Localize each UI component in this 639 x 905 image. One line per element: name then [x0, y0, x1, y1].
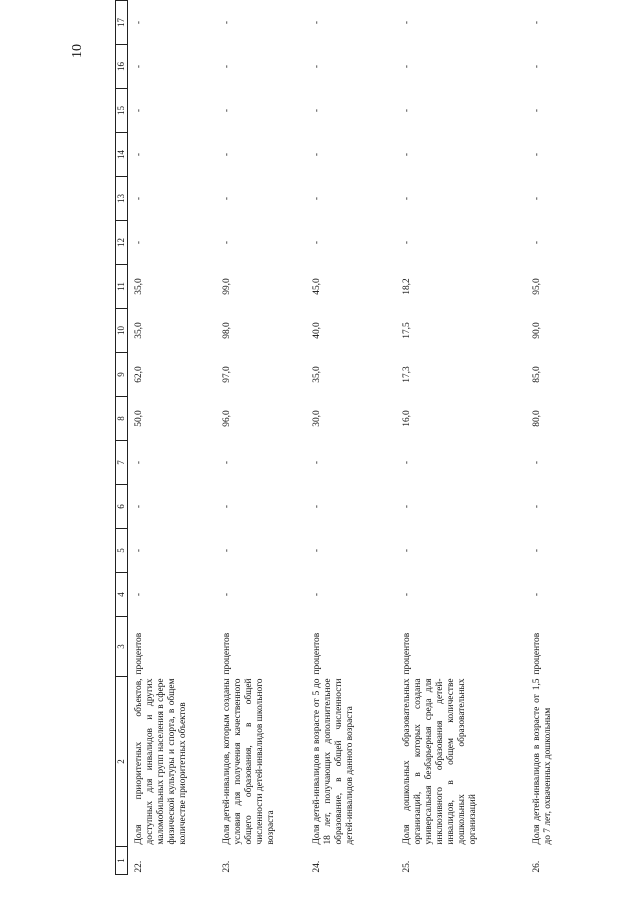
header-cell: 17: [116, 1, 128, 45]
value-cell: 96,0: [221, 410, 232, 427]
header-cell: 6: [116, 485, 128, 529]
header-cell: 4: [116, 573, 128, 617]
value-cell: -: [401, 20, 412, 25]
value-cell: -: [401, 592, 412, 597]
header-cell: 3: [116, 617, 128, 677]
header-cell: 12: [116, 221, 128, 265]
value-cell: -: [311, 20, 322, 25]
value-cell: 45,0: [311, 278, 322, 295]
rotated-table-wrapper: [115, 15, 635, 875]
value-cell: 17,5: [401, 322, 412, 339]
value-cell: -: [311, 108, 322, 113]
table-row: [396, 1, 526, 875]
value-cell: -: [311, 196, 322, 201]
value-cell: -: [311, 240, 322, 245]
value-cell: 90,0: [531, 322, 542, 339]
value-cell: -: [133, 592, 144, 597]
value-cell: -: [133, 240, 144, 245]
value-cell: -: [531, 592, 542, 597]
value-cell: 97,0: [221, 366, 232, 383]
unit-cell: процентов: [401, 632, 412, 675]
value-cell: -: [221, 460, 232, 465]
value-cell: -: [531, 460, 542, 465]
value-cell: -: [133, 504, 144, 509]
header-cell: 11: [116, 265, 128, 309]
value-cell: 35,0: [133, 322, 144, 339]
value-cell: 98,0: [221, 322, 232, 339]
value-cell: -: [531, 548, 542, 553]
value-cell: -: [401, 240, 412, 245]
value-cell: -: [311, 152, 322, 157]
value-cell: 18,2: [401, 278, 412, 295]
value-cell: -: [531, 504, 542, 509]
value-cell: -: [133, 108, 144, 113]
value-cell: 95,0: [531, 278, 542, 295]
value-cell: 16,0: [401, 410, 412, 427]
value-cell: -: [133, 152, 144, 157]
value-cell: -: [133, 196, 144, 201]
value-cell: -: [221, 548, 232, 553]
header-cell: 14: [116, 133, 128, 177]
table-row: [127, 1, 216, 875]
row-number: 22.: [133, 860, 144, 873]
header-cell: 5: [116, 529, 128, 573]
value-cell: -: [401, 196, 412, 201]
value-cell: -: [531, 196, 542, 201]
unit-cell: процентов: [221, 632, 232, 675]
value-cell: -: [311, 504, 322, 509]
header-cell: 2: [116, 677, 128, 847]
value-cell: 99,0: [221, 278, 232, 295]
header-cell: 7: [116, 441, 128, 485]
value-cell: -: [221, 108, 232, 113]
indicator-name: Доля детей-инвалидов в возрасте от 1,5 до 7 лет, охваченных дошкольным: [531, 678, 553, 845]
value-cell: 17,3: [401, 366, 412, 383]
value-cell: 30,0: [311, 410, 322, 427]
value-cell: -: [311, 460, 322, 465]
indicator-name: Доля приоритетных объектов, доступных для инвалидов и других маломобильных групп населения в сфере физической культуры и спорта, в общем количестве приоритетных объектов: [133, 678, 188, 845]
header-cell: 9: [116, 353, 128, 397]
value-cell: -: [401, 460, 412, 465]
value-cell: 35,0: [311, 366, 322, 383]
value-cell: -: [221, 504, 232, 509]
value-cell: -: [531, 20, 542, 25]
value-cell: 80,0: [531, 410, 542, 427]
value-cell: -: [311, 64, 322, 69]
value-cell: -: [311, 548, 322, 553]
row-number: 25.: [401, 860, 412, 873]
value-cell: -: [133, 20, 144, 25]
row-number: 23.: [221, 860, 232, 873]
table-row: [306, 1, 396, 875]
unit-cell: процентов: [133, 632, 144, 675]
header-cell: 13: [116, 177, 128, 221]
header-cell: 15: [116, 89, 128, 133]
value-cell: -: [221, 196, 232, 201]
indicators-table: [115, 0, 596, 875]
value-cell: -: [221, 152, 232, 157]
header-cell: 8: [116, 397, 128, 441]
table-row: [526, 1, 596, 875]
value-cell: -: [133, 64, 144, 69]
row-number: 24.: [311, 860, 322, 873]
header-cell: 1: [116, 847, 128, 875]
value-cell: 62,0: [133, 366, 144, 383]
value-cell: -: [401, 64, 412, 69]
header-cell: 10: [116, 309, 128, 353]
value-cell: -: [531, 240, 542, 245]
value-cell: 85,0: [531, 366, 542, 383]
header-row: [116, 1, 128, 875]
value-cell: -: [401, 108, 412, 113]
value-cell: -: [133, 460, 144, 465]
value-cell: 50,0: [133, 410, 144, 427]
table-row: [216, 1, 306, 875]
value-cell: -: [221, 20, 232, 25]
value-cell: -: [531, 152, 542, 157]
unit-cell: процентов: [311, 632, 322, 675]
row-number: 26.: [531, 860, 542, 873]
header-cell: 16: [116, 45, 128, 89]
value-cell: -: [531, 64, 542, 69]
value-cell: -: [133, 548, 144, 553]
value-cell: 35,0: [133, 278, 144, 295]
page-number: 10: [70, 44, 85, 58]
value-cell: -: [221, 592, 232, 597]
indicator-name: Доля детей-инвалидов, которым созданы условия для получения качественного общего образования, в общей численности детей-инвалидов школьного возраста: [221, 678, 276, 845]
unit-cell: процентов: [531, 632, 542, 675]
indicator-name: Доля дошкольных образовательных организаций, в которых создана универсальная безбарьерная среда для инклюзивного образования детей-инвалидов, в общем количестве дошкольных образовательных организаций: [401, 678, 479, 845]
value-cell: -: [401, 548, 412, 553]
value-cell: 40,0: [311, 322, 322, 339]
indicator-name: Доля детей-инвалидов в возрасте от 5 до 18 лет, получающих дополнительное образование, в общей численности детей-инвалидов данного возраста: [311, 678, 355, 845]
value-cell: -: [221, 240, 232, 245]
value-cell: -: [401, 504, 412, 509]
value-cell: -: [531, 108, 542, 113]
value-cell: -: [401, 152, 412, 157]
value-cell: -: [221, 64, 232, 69]
value-cell: -: [311, 592, 322, 597]
